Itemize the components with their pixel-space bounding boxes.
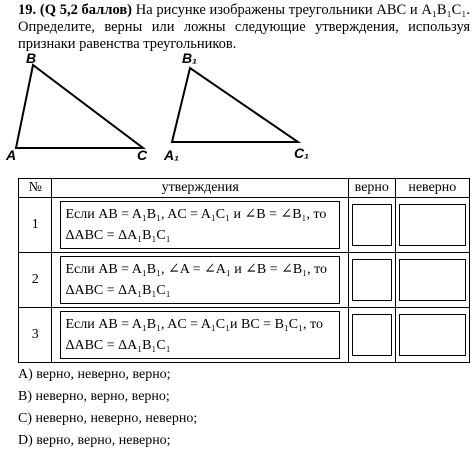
row-number: 1 xyxy=(19,198,52,253)
statement-text xyxy=(60,201,339,249)
label-B: B xyxy=(26,50,37,66)
question-number: 19. xyxy=(18,2,37,18)
statements-table xyxy=(18,178,470,363)
label-A1: A₁ xyxy=(164,147,180,163)
true-answer-box[interactable] xyxy=(352,259,392,301)
statement-line1: Если AB = A₁B₁, AC = A₁C₁ и ∠B = ∠B₁, то xyxy=(65,207,327,222)
table-row xyxy=(19,253,470,308)
row-number: 3 xyxy=(19,308,52,363)
true-answer-box[interactable] xyxy=(352,314,392,356)
label-A: A xyxy=(6,147,17,163)
table-row xyxy=(19,308,470,363)
statement-line2: ΔABC = ΔA₁B₁C₁ xyxy=(65,283,171,298)
header-false: неверно xyxy=(395,179,469,198)
label-C: C xyxy=(137,147,148,163)
header-true: верно xyxy=(348,179,395,198)
statement-text xyxy=(60,256,339,304)
label-C1: C₁ xyxy=(294,145,310,161)
false-answer-box[interactable] xyxy=(399,314,466,356)
statement-line1: Если AB = A₁B₁, ∠A = ∠A₁ и ∠B = ∠B₁, то xyxy=(65,262,328,277)
header-number: № xyxy=(19,179,52,198)
triangles-figure xyxy=(0,48,474,168)
question-points: (Q 5,2 баллов) xyxy=(39,2,133,18)
answer-option-d[interactable]: D) верно, верно, неверно; xyxy=(18,433,171,448)
answer-option-a[interactable]: A) верно, неверно, верно; xyxy=(18,367,171,382)
question-body: На рисунке изображены треугольники ABC и A₁B₁C₁. Определите, верны или ложны следующие утверждения, используя признаки равенства треугольников. xyxy=(18,2,471,52)
header-statements: утверждения xyxy=(52,179,348,198)
statement-line1: Если AB = A₁B₁, AC = A₁C₁и BC = B₁C₁, то xyxy=(65,317,323,332)
table-row xyxy=(19,198,470,253)
table-header-row xyxy=(19,179,470,198)
answer-option-c[interactable]: C) неверно, неверно, неверно; xyxy=(18,411,198,426)
row-number: 2 xyxy=(19,253,52,308)
triangle-a1b1c1 xyxy=(172,68,298,142)
false-answer-box[interactable] xyxy=(399,259,466,301)
label-B1: B₁ xyxy=(182,50,198,66)
false-answer-box[interactable] xyxy=(399,204,466,246)
question-text xyxy=(18,2,470,53)
statement-line2: ΔABC = ΔA₁B₁C₁ xyxy=(65,228,171,243)
statement-line2: ΔABC = ΔA₁B₁C₁ xyxy=(65,338,171,353)
statement-text xyxy=(60,311,339,359)
triangle-abc xyxy=(16,65,143,148)
true-answer-box[interactable] xyxy=(352,204,392,246)
answer-option-b[interactable]: B) неверно, верно, верно; xyxy=(18,389,170,404)
answer-options xyxy=(18,364,197,452)
